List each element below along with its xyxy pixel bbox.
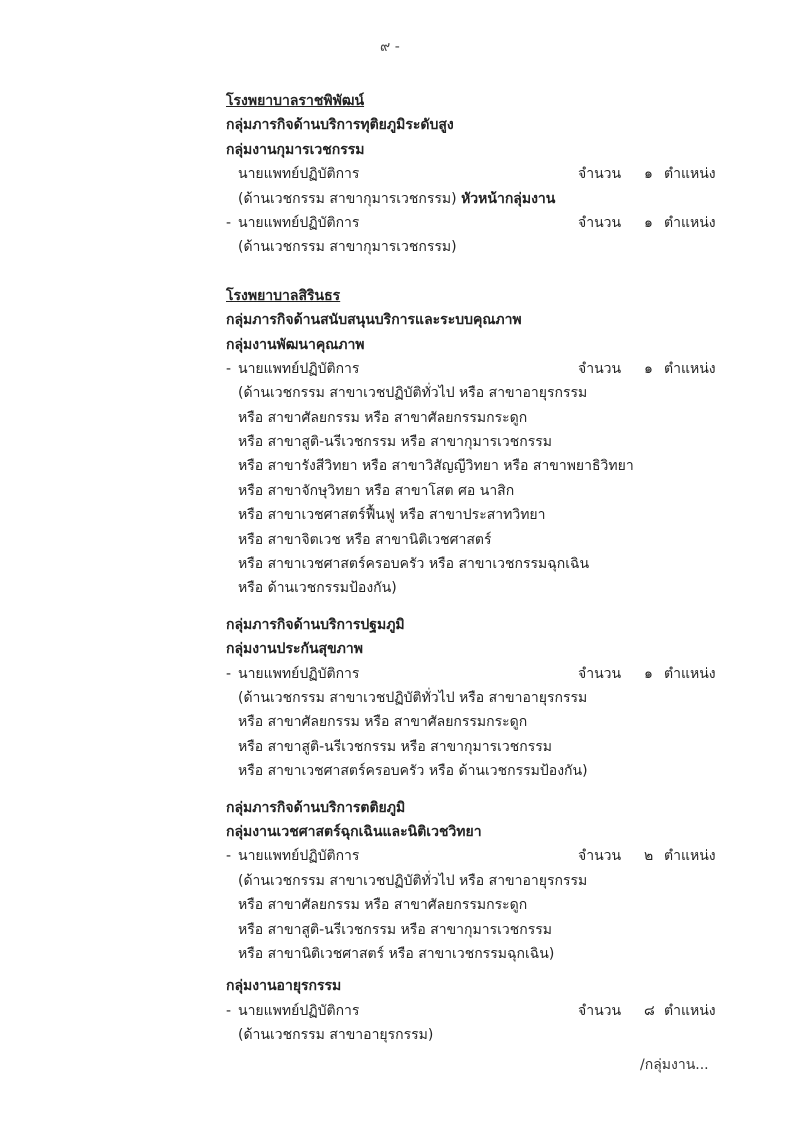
bullet-dash: - bbox=[226, 360, 232, 377]
bullet-dash: - bbox=[226, 848, 232, 865]
position-note: หัวหน้ากลุ่มงาน bbox=[461, 190, 556, 207]
position-detail bbox=[226, 187, 746, 211]
detail-text: หรือ สาขาเวชศาสตร์ฟื้นฟู หรือ สาขาประสาทวิทยา bbox=[238, 507, 546, 524]
position-detail bbox=[226, 235, 746, 259]
work-unit-title: กลุ่มงานกุมารเวชกรรม bbox=[226, 141, 365, 158]
quantity-unit: ตำแหน่ง bbox=[664, 1002, 716, 1019]
position-detail bbox=[226, 942, 746, 966]
detail-text: หรือ สาขานิติเวชศาสตร์ หรือ สาขาเวชกรรมฉุกเฉิน) bbox=[238, 945, 555, 962]
detail-text: หรือ สาขาสูติ-นรีเวชกรรม หรือ สาขากุมารเวชกรรม bbox=[238, 921, 552, 938]
position-detail bbox=[226, 381, 746, 405]
quantity-label: จำนวน bbox=[578, 848, 622, 865]
position-detail bbox=[226, 503, 746, 527]
position-row bbox=[226, 211, 746, 235]
quantity-unit: ตำแหน่ง bbox=[664, 665, 716, 682]
position-detail bbox=[226, 479, 746, 503]
quantity-label: จำนวน bbox=[578, 360, 622, 377]
continuation-marker: /กลุ่มงาน... bbox=[640, 1057, 709, 1073]
quantity-label: จำนวน bbox=[578, 665, 622, 682]
detail-text: หรือ สาขาเวชศาสตร์ครอบครัว หรือ ด้านเวชกรรมป้องกัน) bbox=[238, 763, 588, 780]
quantity-value: ๑ bbox=[644, 665, 653, 682]
position-detail bbox=[226, 552, 746, 576]
quantity-label: จำนวน bbox=[578, 166, 622, 183]
position-title: นายแพทย์ปฏิบัติการ bbox=[238, 360, 360, 377]
mission-group-title: กลุ่มภารกิจด้านบริการปฐมภูมิ bbox=[226, 616, 405, 633]
position-detail bbox=[226, 893, 746, 917]
detail-text: หรือ สาขาศัลยกรรม หรือ สาขาศัลยกรรมกระดูก bbox=[238, 897, 528, 914]
detail-text: หรือ สาขาศัลยกรรม หรือ สาขาศัลยกรรมกระดูก bbox=[238, 409, 528, 426]
position-title: นายแพทย์ปฏิบัติการ bbox=[238, 166, 360, 183]
position-detail bbox=[226, 1023, 746, 1047]
quantity-unit: ตำแหน่ง bbox=[664, 214, 716, 231]
position-detail bbox=[226, 918, 746, 942]
work-group bbox=[226, 974, 746, 1047]
position-row bbox=[226, 999, 746, 1023]
quantity-value: ๘ bbox=[644, 1002, 655, 1019]
quantity-label: จำนวน bbox=[578, 214, 622, 231]
work-unit-title: กลุ่มงานพัฒนาคุณภาพ bbox=[226, 336, 365, 353]
position-detail bbox=[226, 759, 746, 783]
work-unit-title: กลุ่มงานอายุรกรรม bbox=[226, 978, 342, 995]
quantity-value: ๒ bbox=[644, 848, 654, 865]
quantity-value: ๑ bbox=[644, 166, 653, 183]
detail-text: หรือ สาขาสูติ-นรีเวชกรรม หรือ สาขากุมารเวชกรรม bbox=[238, 738, 552, 755]
mission-group-title: กลุ่มภารกิจด้านสนับสนุนบริการและระบบคุณภาพ bbox=[226, 312, 522, 329]
work-group bbox=[226, 113, 746, 259]
position-detail bbox=[226, 869, 746, 893]
detail-text: (ด้านเวชกรรม สาขากุมารเวชกรรม) bbox=[238, 190, 457, 207]
bullet-dash: - bbox=[226, 1002, 232, 1019]
hospital-section bbox=[226, 284, 746, 1048]
quantity-value: ๑ bbox=[644, 360, 653, 377]
position-detail bbox=[226, 406, 746, 430]
hospital-section bbox=[226, 89, 746, 260]
position-row bbox=[226, 357, 746, 381]
detail-text: (ด้านเวชกรรม สาขาเวชปฏิบัติทั่วไป หรือ สาขาอายุรกรรม bbox=[238, 689, 588, 706]
work-unit-title: กลุ่มงานประกันสุขภาพ bbox=[226, 641, 363, 658]
position-detail bbox=[226, 686, 746, 710]
bullet-dash: - bbox=[226, 665, 232, 682]
position-detail bbox=[226, 528, 746, 552]
quantity-value: ๑ bbox=[644, 214, 653, 231]
position-row bbox=[226, 662, 746, 686]
detail-text: (ด้านเวชกรรม สาขาอายุรกรรม) bbox=[238, 1027, 434, 1044]
detail-text: หรือ สาขาศัลยกรรม หรือ สาขาศัลยกรรมกระดูก bbox=[238, 714, 528, 731]
detail-text: หรือ สาขารังสีวิทยา หรือ สาขาวิสัญญีวิทยา หรือ สาขาพยาธิวิทยา bbox=[238, 458, 634, 475]
detail-text: หรือ สาขาจิตเวช หรือ สาขานิติเวชศาสตร์ bbox=[238, 531, 492, 548]
position-detail bbox=[226, 710, 746, 734]
position-detail bbox=[226, 430, 746, 454]
detail-text: (ด้านเวชกรรม สาขากุมารเวชกรรม) bbox=[238, 239, 457, 256]
quantity-unit: ตำแหน่ง bbox=[664, 166, 716, 183]
page-number: ๙ - bbox=[380, 39, 400, 55]
detail-text: หรือ สาขาเวชศาสตร์ครอบครัว หรือ สาขาเวชกรรมฉุกเฉิน bbox=[238, 556, 590, 573]
quantity-unit: ตำแหน่ง bbox=[664, 848, 716, 865]
position-title: นายแพทย์ปฏิบัติการ bbox=[238, 665, 360, 682]
quantity-label: จำนวน bbox=[578, 1002, 622, 1019]
hospital-name: โรงพยาบาลราชพิพัฒน์ bbox=[226, 93, 365, 109]
detail-text: (ด้านเวชกรรม สาขาเวชปฏิบัติทั่วไป หรือ สาขาอายุรกรรม bbox=[238, 872, 588, 889]
position-detail bbox=[226, 454, 746, 478]
detail-text: หรือ สาขาสูติ-นรีเวชกรรม หรือ สาขากุมารเวชกรรม bbox=[238, 434, 552, 451]
bullet-dash: - bbox=[226, 214, 232, 231]
work-group bbox=[226, 308, 746, 601]
detail-text: หรือ ด้านเวชกรรมป้องกัน) bbox=[238, 580, 397, 597]
document-body bbox=[226, 89, 746, 1047]
hospital-name: โรงพยาบาลสิรินธร bbox=[226, 287, 341, 304]
position-title: นายแพทย์ปฏิบัติการ bbox=[238, 214, 360, 231]
work-unit-title: กลุ่มงานเวชศาสตร์ฉุกเฉินและนิติเวชวิทยา bbox=[226, 823, 482, 840]
detail-text: หรือ สาขาจักษุวิทยา หรือ สาขาโสต ศอ นาสิก bbox=[238, 482, 515, 499]
quantity-unit: ตำแหน่ง bbox=[664, 360, 716, 377]
mission-group-title: กลุ่มภารกิจด้านบริการตติยภูมิ bbox=[226, 799, 406, 816]
position-detail bbox=[226, 735, 746, 759]
work-group bbox=[226, 613, 746, 784]
position-row bbox=[226, 844, 746, 868]
work-group bbox=[226, 796, 746, 967]
position-title: นายแพทย์ปฏิบัติการ bbox=[238, 1002, 360, 1019]
detail-text: (ด้านเวชกรรม สาขาเวชปฏิบัติทั่วไป หรือ สาขาอายุรกรรม bbox=[238, 385, 588, 402]
position-detail bbox=[226, 576, 746, 600]
position-title: นายแพทย์ปฏิบัติการ bbox=[238, 848, 360, 865]
position-row bbox=[226, 162, 746, 186]
mission-group-title: กลุ่มภารกิจด้านบริการทุติยภูมิระดับสูง bbox=[226, 117, 454, 134]
